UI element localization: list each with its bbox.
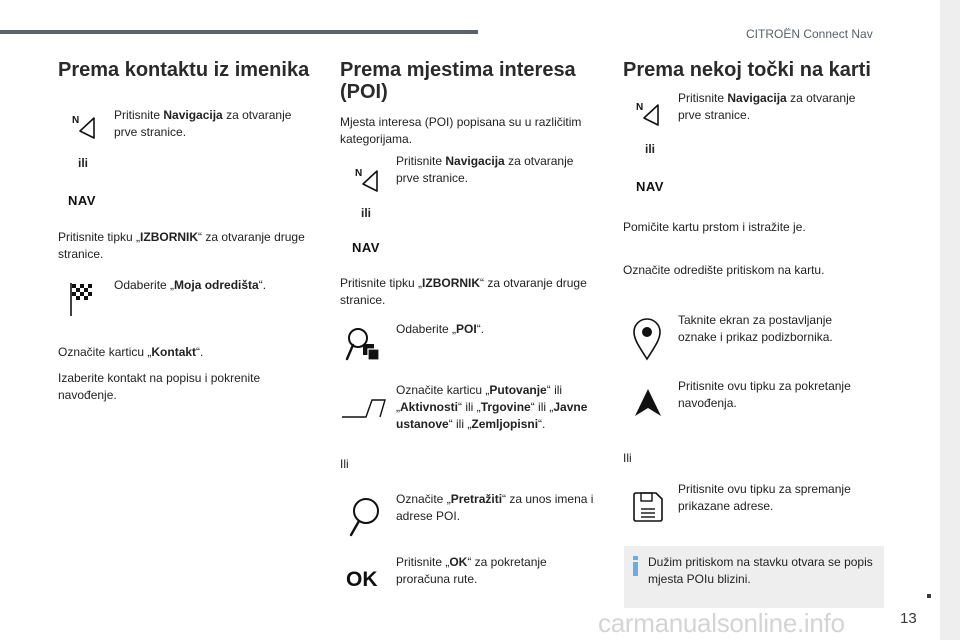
navigate-arrow-icon [634, 388, 662, 418]
col1-para1: Pritisnite tipku „IZBORNIK“ za otvaranje druge stranice. [58, 230, 305, 261]
header-bar [0, 30, 478, 34]
page-marker [927, 594, 931, 598]
col2-step1: Pritisnite Navigacija za otvaranje prve stranice. [396, 154, 574, 185]
or-label: ili [361, 206, 372, 220]
col1-step2: Odaberite „Moja odredišta“. [114, 278, 267, 292]
or-label: ili [78, 156, 89, 170]
col3-step4: Pritisnite ovu tipku za spremanje prikazane adrese. [678, 482, 851, 513]
col2-step2: Odaberite „POI“. [396, 322, 485, 336]
col1-para3: Izaberite kontakt na popisu i pokrenite navođenje. [58, 371, 261, 402]
col3-para1: Pomičite kartu prstom i istražite je. [623, 220, 806, 234]
svg-text:N: N [636, 102, 644, 113]
col2-title: Prema mjestima interesa (POI) [340, 59, 576, 103]
col2-step5: Pritisnite „OK“ za pokretanje proračuna rute. [396, 555, 547, 586]
map-pin-icon [632, 318, 662, 360]
col2-step3: Označite karticu „Putovanje“ ili „Aktivnosti“ ili „Trgovine“ ili „Javne ustanove“ ili „Zemljopisni“. [396, 383, 588, 431]
save-icon [633, 492, 663, 522]
ok-button-icon: OK [346, 568, 378, 591]
nav-button-icon: NAV [636, 179, 664, 194]
col2-or: Ili [340, 457, 349, 471]
nav-button-icon: NAV [68, 193, 96, 208]
col3-step3: Pritisnite ovu tipku za pokretanje navođenja. [678, 379, 851, 410]
col1-title: Prema kontaktu iz imenika [58, 59, 310, 81]
col3-para2: Označite odredište pritiskom na kartu. [623, 263, 825, 277]
col3-step2: Taknite ekran za postavljanje oznake i prikaz podizbornika. [678, 313, 833, 344]
svg-text:N: N [355, 168, 363, 179]
watermark: carmanualsonline.info [598, 608, 845, 638]
page-number: 13 [900, 610, 917, 627]
navigation-compass-icon [72, 114, 98, 140]
col2-step4: Označite „Pretražiti“ za unos imena i adrese POI. [396, 492, 594, 523]
col2-intro: Mjesta interesa (POI) popisana su u različitim kategorijama. [340, 115, 582, 146]
navigation-compass-icon [355, 167, 381, 193]
col3-or: Ili [623, 451, 632, 465]
poi-search-icon [346, 326, 382, 362]
tabs-icon [342, 398, 386, 420]
info-icon [632, 556, 640, 576]
nav-button-icon: NAV [352, 240, 380, 255]
info-text: Dužim pritiskom na stavku otvara se popis mjesta POIu blizini. [648, 555, 873, 586]
col2-para1: Pritisnite tipku „IZBORNIK“ za otvaranje druge stranice. [340, 276, 587, 307]
checkered-flag-icon [70, 282, 94, 316]
svg-text:N: N [72, 115, 80, 126]
col3-title: Prema nekoj točki na karti [623, 59, 871, 81]
brand-label: CITROËN Connect Nav [746, 27, 873, 41]
side-strip [940, 0, 960, 640]
navigation-compass-icon [636, 101, 662, 127]
col1-step1: Pritisnite Navigacija za otvaranje prve stranice. [114, 108, 292, 139]
search-icon [347, 496, 383, 538]
or-label: ili [645, 142, 656, 156]
col1-para2: Označite karticu „Kontakt“. [58, 345, 204, 359]
col3-step1: Pritisnite Navigacija za otvaranje prve stranice. [678, 91, 856, 122]
